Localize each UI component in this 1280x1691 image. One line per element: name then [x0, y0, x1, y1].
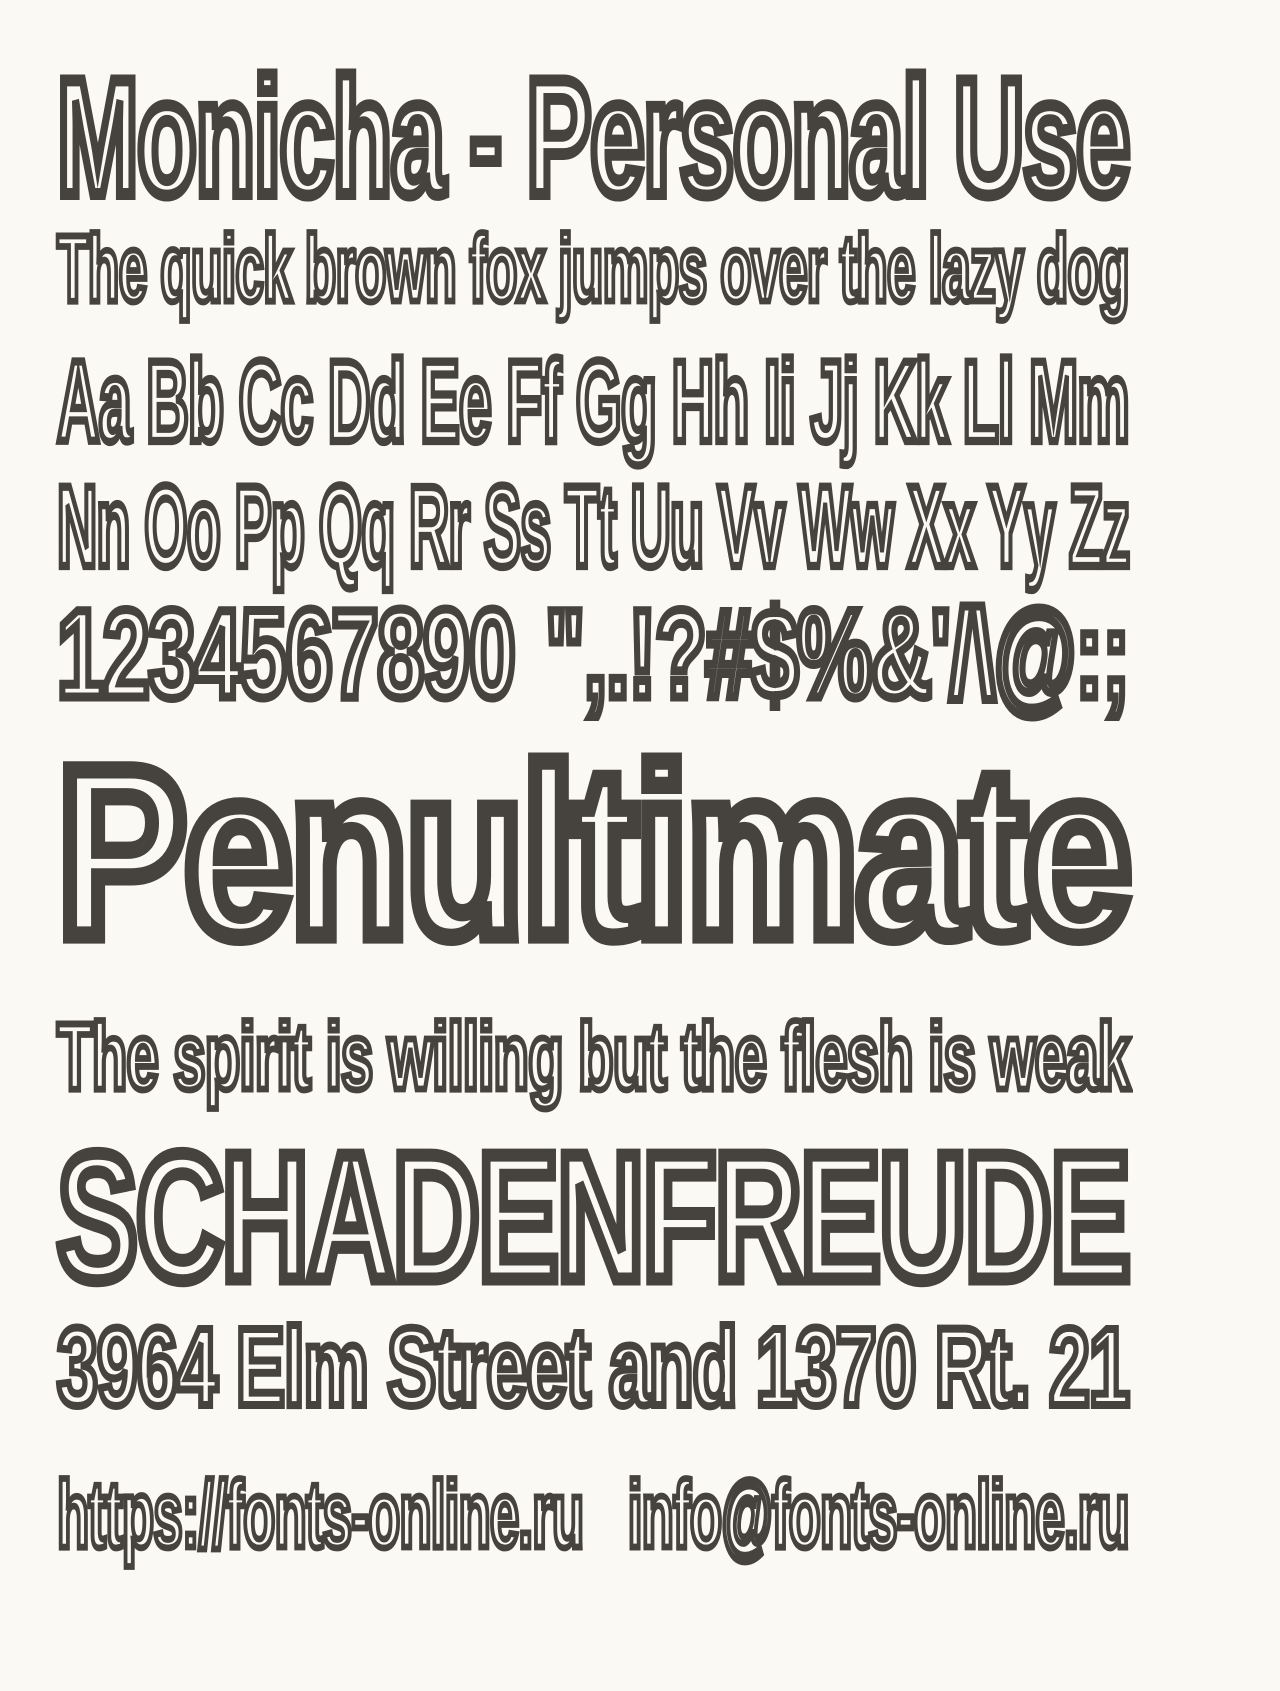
sample-word: Penultimate [57, 718, 1129, 986]
alphabet-row-1 [57, 338, 1129, 466]
sample-address-row [57, 1306, 1129, 1429]
symbols-sample: ",.!?#$%&'/\@:; [544, 585, 1129, 724]
sample-word-row [57, 718, 1129, 986]
pangram-row [57, 216, 1129, 322]
font-title: Monicha - Personal Use [57, 45, 1129, 229]
sample-sentence-row [57, 1004, 1130, 1110]
alphabet-n-z: Nn Oo Pp Qq Rr Ss Tt Uu Vv Ww Xx Yy Zz [57, 463, 1130, 591]
alphabet-row-2 [57, 463, 1130, 591]
site-url: https://fonts-online.ru [57, 1462, 584, 1568]
pangram-text: The quick brown fox jumps over the lazy dog [57, 216, 1129, 322]
footer-links-row [57, 1462, 1129, 1568]
specimen-content [57, 45, 1130, 1568]
digits-sample: 1234567890 [57, 585, 515, 724]
sample-caps: SCHADENFREUDE [57, 1117, 1130, 1318]
sample-address: 3964 Elm Street and 1370 Rt. 21 [57, 1306, 1129, 1429]
alphabet-a-m: Aa Bb Cc Dd Ee Ff Gg Hh Ii Jj Kk Ll Mm [57, 338, 1129, 466]
sample-sentence: The spirit is willing but the flesh is weak [57, 1004, 1130, 1110]
font-title-row [57, 45, 1129, 229]
digits-symbols-row [57, 585, 1129, 724]
contact-email: info@fonts-online.ru [627, 1462, 1129, 1568]
sample-caps-row [57, 1117, 1130, 1318]
